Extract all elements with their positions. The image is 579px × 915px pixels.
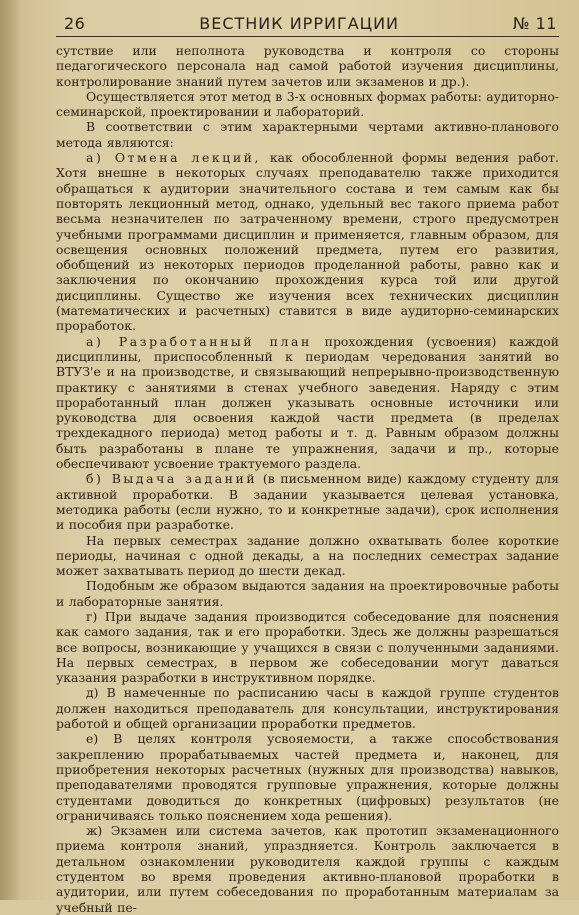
running-header — [56, 14, 559, 37]
emphasis: а) Разработанный план — [86, 333, 312, 349]
paragraph: Осуществляется этот метод в 3-х основных формах работы: аудиторно-семинарской, проектировании и лабораторий. — [56, 88, 559, 120]
journal-title: ВЕСТНИК ИРРИГАЦИИ — [199, 14, 400, 33]
paragraph: г) При выдаче задания производится собеседование для пояснения как самого задания, так и его проработки. Здесь же должны разрешаться все вопросы, возникающие у учащихся в связи с полученными заданиями. На первых семестрах, в первом же собеседовании могут даваться указания разработки в инструктивном порядке. — [56, 608, 559, 686]
paragraph: Подобным же образом выдаются задания на проектировочные работы и лабораторные занятия. — [56, 578, 559, 609]
paragraph: б) Выдача заданий (в письменном виде) каждому студенту для активной проработки. В задании указывается целевая установка, методика работы (если нужно, то и конкретные задачи), срок исполнения и пособия при разработке. — [56, 471, 559, 533]
page-number: 26 — [64, 14, 86, 33]
paragraph: В соответствии с этим характерными чертами активно-планового метода являются: — [56, 119, 559, 150]
paragraph: д) В намеченные по расписанию часы в каждой группе студентов должен находиться преподаватель для консультации, инструктирования работой и общей организации проработки предметов. — [56, 685, 559, 732]
paragraph: е) В целях контроля усвояемости, а также способствования закреплению прорабатываемых частей предмета и, наконец, для приобретения некоторых расчетных (нужных для производства) навыков, преподавателями проводятся групповые упражнения, которые должны студентами доводиться до конкретных (цифровых) результатов (не ограничиваясь только пояснением хода решения). — [56, 731, 559, 823]
paragraph: ж) Экзамен или система зачетов, как прототип экзаменационного приема контроля знаний, упраздняется. Контроль заключается в детальном ознакомлении руководителя каждой группы с каждым студентом во время проведения активно-плановой проработки в аудитории, или путем собеседования по проработанным материалам за учебный пе- — [56, 823, 559, 915]
paragraph: сутствие или неполнота руководства и контроля со стороны педагогического персонала над самой работой изучения дисциплины, контролирование знаний путем зачетов или экзаменов и др.). — [56, 43, 559, 89]
issue-number: № 11 — [512, 14, 557, 33]
paragraph: а) Разработанный план прохождения (усвоения) каждой дисциплины, приспособленный к периодам чередования занятий во ВТУЗ'е и на производстве, и связывающий непрерывно-производственную практику с занятиями в стенах учебного заведения. Наряду с этим проработанный план должен указывать основные источники или руководства для освоения каждой части предмета (в пределах трехдекадного периода) метод работы и т. д. Равным образом должны быть разработаны в плане те упражнения, задачи и пр., которые обеспечивают усвоение трактуемого раздела. — [56, 333, 560, 472]
emphasis: б) Выдача заданий — [86, 471, 258, 487]
emphasis: а) Отмена лекций, — [86, 150, 262, 166]
paragraph: На первых семестрах задание должно охватывать более короткие периоды, начиная с одной декады, а на последних семестрах задание может захватывать период до шести декад. — [56, 532, 559, 579]
paragraph: а) Отмена лекций, как обособленной формы ведения работ. Хотя внешне в некоторых случаях преподавателю также приходится обращаться к аудитории значительного состава и тем самым как бы повторять лекционный метод, однако, удельный вес такого приема работ весьма незначителен по затраченному времени, строго предусмотрен учебными программами дисциплин и применяется, главным образом, для освещения основных положений предмета, путем его развития, обобщений из некоторых периодов проделанной работы, равно как и заключения по окончанию прохождения курса той или другой дисциплины. Существо же изучения всех технических дисциплин (математических и расчетных) ставится в виде аудиторно-семинарских проработок. — [56, 150, 559, 334]
article-body — [56, 43, 559, 915]
